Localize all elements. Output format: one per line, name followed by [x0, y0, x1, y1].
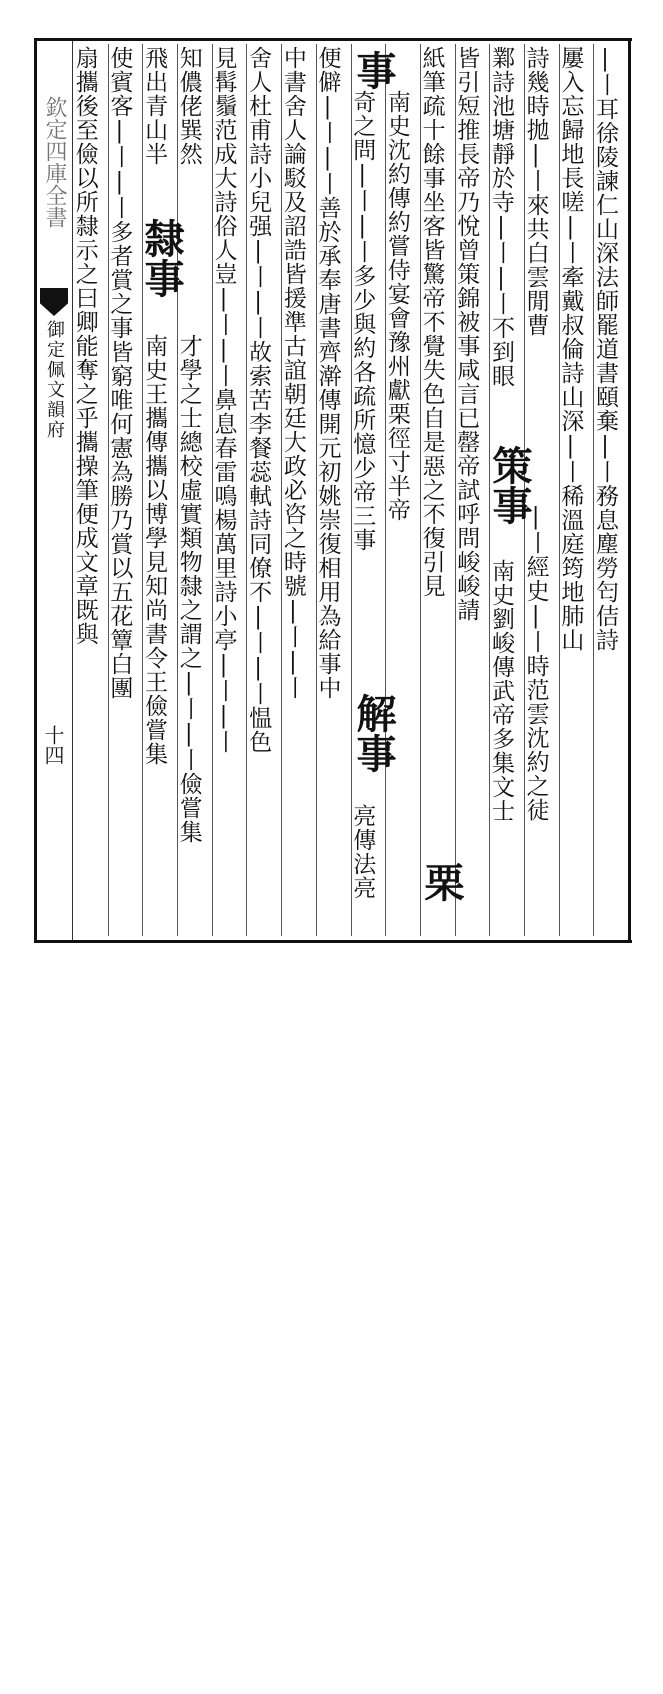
text-column-3: 詩幾時拋|丨來共白雲閒曹 |丨經史|丨時范雲沈約之徒 — [524, 44, 559, 936]
text-column-15: 使賓客|丨|丨多者賞之事皆窮唯何憲為勝乃賞以五花簟白團 — [108, 44, 143, 936]
faded-header: 欽定四庫全書 — [42, 96, 67, 228]
inline-note: 才學之士總校虛實類物隸之謂之|丨|丨儉嘗集 — [175, 334, 202, 844]
heading-li-shi: 隸事 — [138, 218, 185, 298]
page-number: 十四 — [41, 725, 65, 765]
text-column-8: 奇之問|丨|丨多少與約各疏所憶少帝三事 亮傳法亮 — [351, 44, 386, 936]
inline-note: 南史王攜傳攜以博學見知尚書令王儉嘗集 — [141, 334, 168, 766]
text-column-16: 扇攜後至儉以所隸示之曰卿能奪之乎攜操筆便成文章既與 — [71, 46, 98, 646]
inline-note: 南史劉峻傳武帝多集文士 — [487, 559, 514, 823]
frame-right-border — [628, 38, 631, 943]
text-column-5: 皆引短推長帝乃悅曾策錦被事咸言已罄帝試呼問峻峻請 — [455, 44, 490, 936]
text-columns — [71, 44, 628, 936]
book-title: 御定佩文韻府 — [44, 320, 65, 440]
text-column-7 — [385, 44, 420, 936]
text-column-12: 見髯鬚范成大詩俗人豈|丨|丨鼻息春雷鳴楊萬里詩小亭|丨|丨 — [212, 44, 247, 936]
inline-note: |丨經史|丨時范雲沈約之徒 — [522, 504, 549, 822]
frame-top-border — [34, 38, 632, 41]
text-column-9: 便僻|丨|丨善於承奉唐書齊澣傳開元初姚崇復相用為給事中 — [316, 44, 351, 936]
text-column-11: 舍人杜甫詩小兒强|丨|丨故索苦李餐蕊軾詩同僚不|丨|丨愠色 — [246, 44, 281, 936]
heading-shi: 事 — [350, 50, 397, 90]
inline-note: 南史沈約傳約嘗侍宴會豫州獻栗徑寸半帝 — [383, 90, 410, 522]
text-column-4: 鄴詩池塘靜於寺|丨|丨不到眼 南史劉峻傳武帝多集文士 — [489, 44, 524, 936]
text-column-10: 中書舍人論駁及詔誥皆援準古誼朝廷大政必咨之時號|丨|丨 — [281, 44, 316, 936]
text-column-13: 知儂佬巽然 才學之士總校虛實類物隸之謂之|丨|丨儉嘗集 — [177, 44, 212, 936]
heading-ce-shi: 策事 — [486, 445, 533, 525]
inline-note: 亮傳法亮 — [349, 804, 376, 900]
text-column-6: 紙筆疏十餘事坐客皆驚帝不覺失色自是惡之不復引見 — [420, 44, 455, 936]
text-column-1: |丨耳徐陵諫仁山深法師罷道書頤棄|丨務息塵勞匄佶詩 — [593, 44, 628, 936]
text-column-14: 飛出青山半 南史王攜傳攜以博學見知尚書令王儉嘗集 — [142, 44, 177, 936]
heading-li: 栗 — [418, 862, 465, 902]
text-column-2: 屢入忘歸地長嗟|丨牽戴叔倫詩山深|丨稀溫庭筠地肺山 — [559, 44, 594, 936]
heading-jie-shi: 解事 — [350, 693, 397, 773]
